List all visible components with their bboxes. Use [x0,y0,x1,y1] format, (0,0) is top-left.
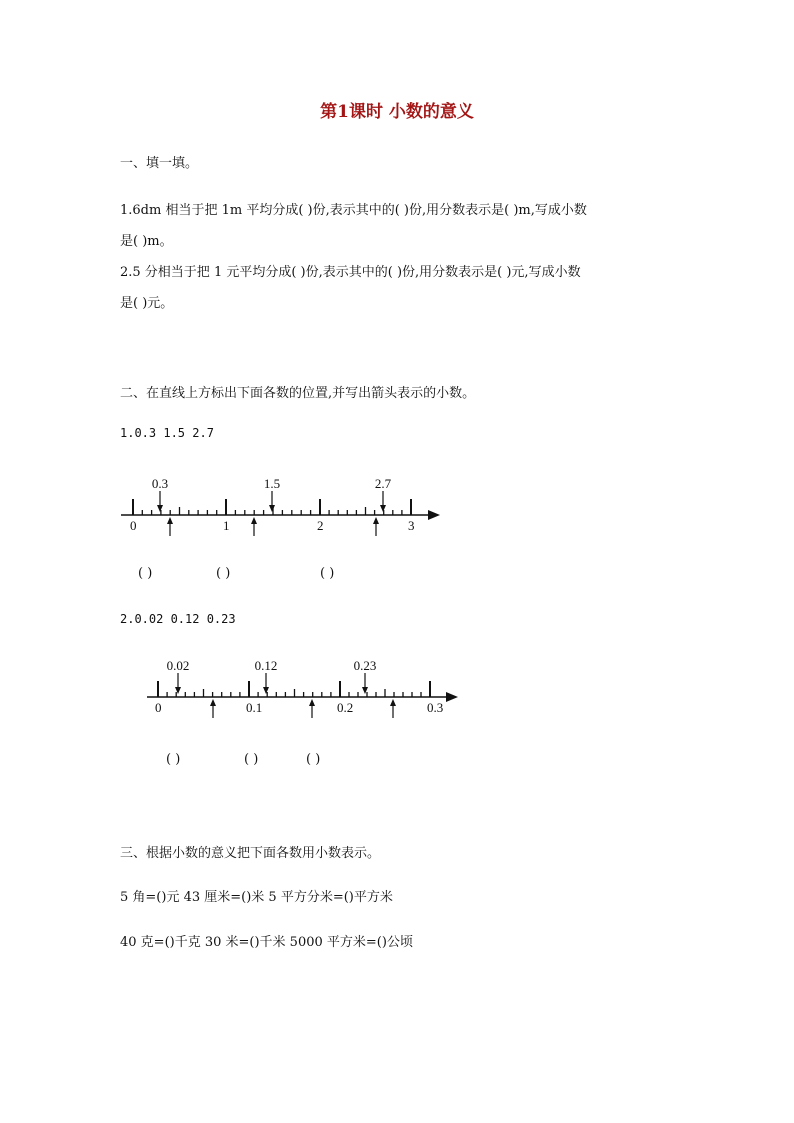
nl1-down-arrowhead [157,505,163,512]
section1-heading: 一、填一填。 [120,156,199,171]
nl1-up-arrowhead [251,517,257,524]
nl1-tick-label: 3 [408,518,415,533]
s2-q1-prompt: 1.0.3 1.5 2.7 [120,426,214,440]
q1-line2: 是( )m。 [120,234,173,249]
nl1-tick-label: 1 [223,518,230,533]
nl1-axis-arrowhead [428,510,440,520]
q2-line1: 2.5 分相当于把 1 元平均分成( )份,表示其中的( )份,用分数表示是( )元,写成小数 [120,265,581,280]
nl1-top-label: 2.7 [374,476,392,491]
page-title: 第1课时 小数的意义 [320,102,474,122]
nl2-tick-label: 0 [155,700,162,715]
nl2-answer-1: ( ) [166,752,181,767]
nl2-tick-label: 0.1 [246,700,263,715]
nl1-answer-2: ( ) [216,566,231,581]
nl2-up-arrowhead [210,699,216,706]
nl2-top-label: 0.23 [353,658,377,673]
nl2-tick-label: 0.3 [427,700,444,715]
s3-line2: 40 克=()千克 30 米=()千米 5000 平方米=()公顷 [120,935,413,950]
q1-line1: 1.6dm 相当于把 1m 平均分成( )份,表示其中的( )份,用分数表示是( )m,写成小数 [120,203,587,218]
nl2-down-arrowhead [263,687,269,694]
nl2-up-arrowhead [390,699,396,706]
section3-heading: 三、根据小数的意义把下面各数用小数表示。 [120,846,381,861]
section2-heading: 二、在直线上方标出下面各数的位置,并写出箭头表示的小数。 [120,386,476,401]
nl2-axis-arrowhead [446,692,458,702]
nl2-top-label: 0.12 [254,658,278,673]
nl2-up-arrowhead [309,699,315,706]
nl1-up-arrowhead [167,517,173,524]
q2-line2: 是( )元。 [120,296,174,311]
nl2-answer-3: ( ) [306,752,321,767]
s2-q2-prompt: 2.0.02 0.12 0.23 [120,612,236,626]
nl1-down-arrowhead [269,505,275,512]
nl1-answer-1: ( ) [138,566,153,581]
nl1-top-label: 1.5 [263,476,281,491]
nl1-top-label: 0.3 [151,476,169,491]
nl1-down-arrowhead [380,505,386,512]
s3-line1: 5 角=()元 43 厘米=()米 5 平方分米=()平方米 [120,890,393,905]
nl1-tick-label: 2 [317,518,324,533]
nl2-tick-label: 0.2 [337,700,354,715]
nl1-up-arrowhead [373,517,379,524]
nl1-answer-3: ( ) [320,566,335,581]
nl1-tick-label: 0 [130,518,137,533]
nl2-top-label: 0.02 [166,658,190,673]
nl2-answer-2: ( ) [244,752,259,767]
